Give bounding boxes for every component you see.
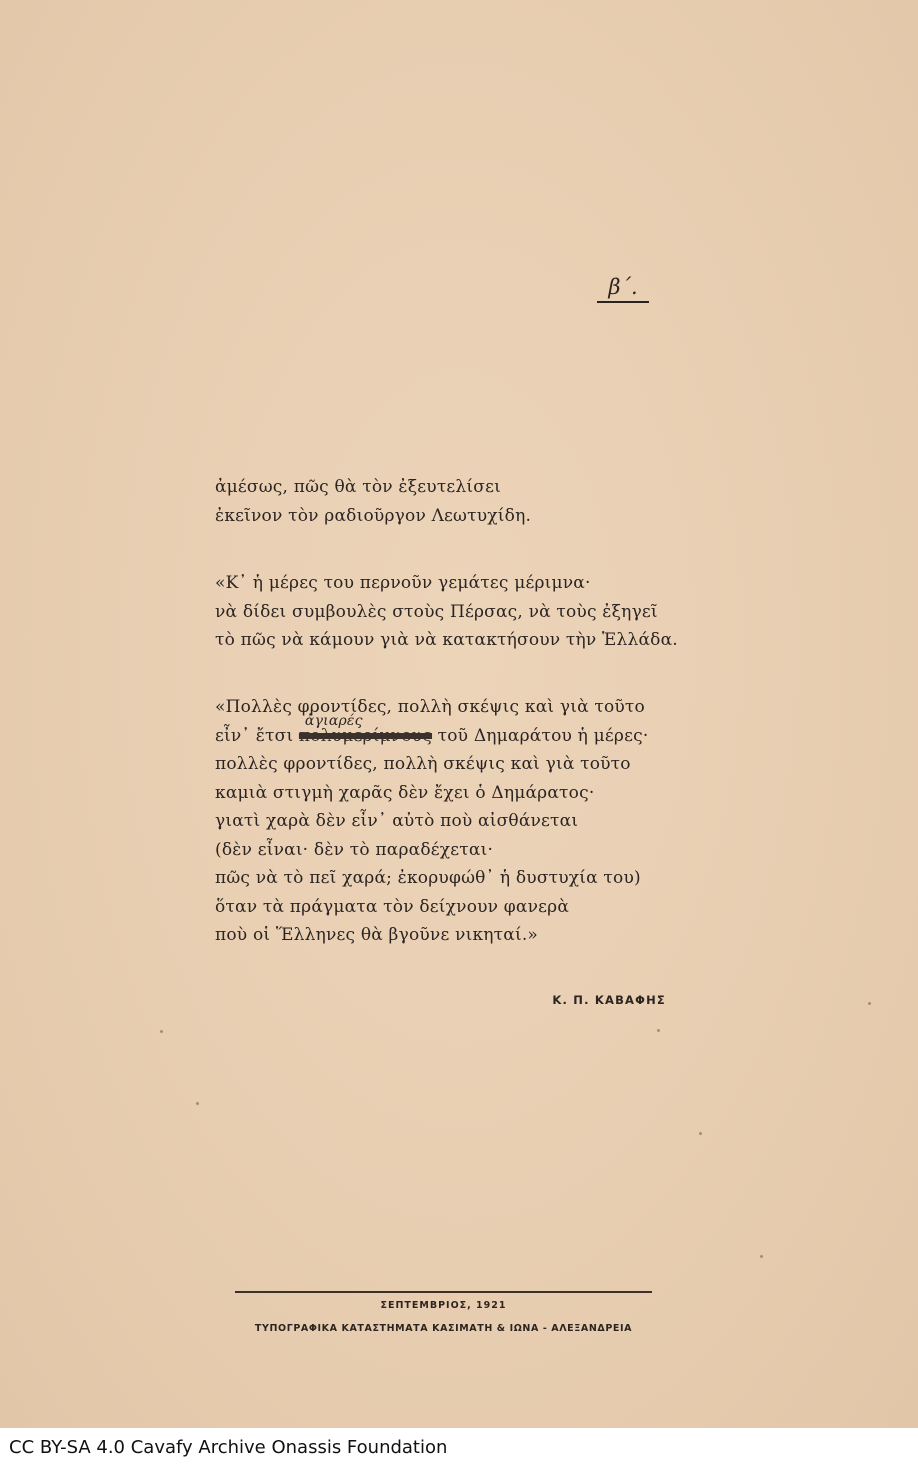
paper-speck	[657, 1029, 660, 1032]
credit-bar	[0, 1428, 918, 1470]
poem-line: πολλὲς φροντίδες, πολλὴ σκέψις καὶ γιὰ τοῦτο	[215, 754, 631, 774]
poem-line: «Πολλὲς φροντίδες, πολλὴ σκέψις καὶ γιὰ τοῦτο	[215, 697, 645, 717]
poem-line-with-correction	[215, 712, 695, 751]
handwritten-correction	[298, 712, 433, 751]
paper-speck	[699, 1132, 702, 1135]
paper-speck	[196, 1102, 199, 1105]
poem-line: νὰ δίδει συμβουλὲς στοὺς Πέρσας, νὰ τοὺς ἐξηγεῖ	[215, 601, 658, 622]
paper-speck	[868, 1002, 871, 1005]
poem-line: καμιὰ στιγμὴ χαρᾶς δὲν ἔχει ὁ Δημάρατος·	[215, 782, 595, 803]
poem-line: γιατὶ χαρὰ δὲν εἶν᾽ αὐτὸ ποὺ αἰσθάνεται	[215, 811, 579, 831]
author-signature: Κ. Π. ΚΑΒΑΦΗΣ	[552, 993, 666, 1007]
paper-speck	[160, 1030, 163, 1033]
poem-line: ποὺ οἱ Ἕλληνες θὰ βγοῦνε νικηταί.»	[215, 925, 539, 945]
footer-divider	[235, 1291, 652, 1293]
page-number-mark: β΄.	[597, 276, 649, 303]
poem-line: «Κ᾽ ἡ μέρες του περνοῦν γεμάτες μέριμνα·	[215, 573, 591, 593]
line-text-after: τοῦ Δημαράτου ἡ μέρες·	[432, 725, 649, 746]
stanza-3	[215, 693, 695, 950]
stanza-2	[215, 569, 695, 655]
stanza-1	[215, 473, 695, 530]
poem-line: (δὲν εἶναι· δὲν τὸ παραδέχεται·	[215, 839, 494, 860]
handwritten-insertion: ἀγιαρές	[304, 712, 363, 729]
paper-speck	[760, 1255, 763, 1258]
poem-line: τὸ πῶς νὰ κάμουν γιὰ νὰ κατακτήσουν τὴν Ἑλλάδα.	[215, 630, 678, 650]
poem-line: πῶς νὰ τὸ πεῖ χαρά; ἐκορυφώθ᾽ ἡ δυστυχία του)	[215, 868, 641, 888]
poem-line: ἐκεῖνον τὸν ραδιοῦργον Λεωτυχίδη.	[215, 505, 532, 526]
line-text-before: εἶν᾽ ἔτσι	[215, 725, 299, 746]
poem-line: ὅταν τὰ πράγματα τὸν δείχνουν φανερὰ	[215, 896, 569, 917]
struck-word: πολυμερίμνους	[298, 725, 433, 746]
poem-line: ἀμέσως, πῶς θὰ τὸν ἐξευτελίσει	[215, 477, 501, 497]
license-credit: CC BY-SA 4.0 Cavafy Archive Onassis Foundation	[9, 1437, 448, 1458]
printer-imprint: ΤΥΠΟΓΡΑΦΙΚΑ ΚΑΤΑΣΤΗΜΑΤΑ ΚΑΣΙΜΑΤΗ & ΙΩΝΑ - ΑΛΕΞΑΝΔΡΕΙΑ	[254, 1323, 633, 1334]
publication-date: ΣΕΠΤΕΜΒΡΙΟΣ, 1921	[380, 1300, 507, 1311]
